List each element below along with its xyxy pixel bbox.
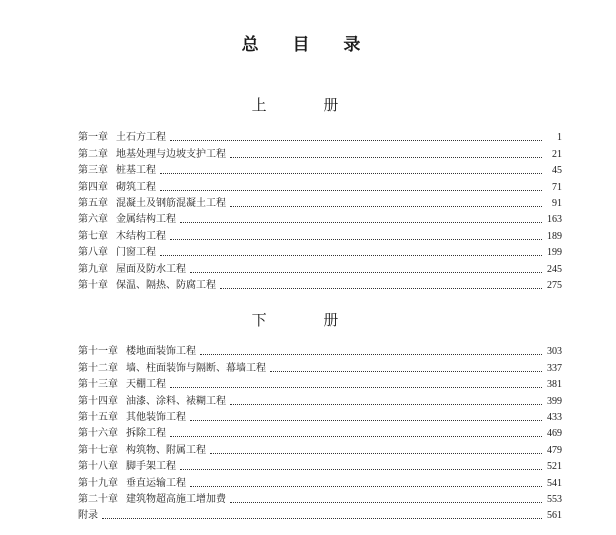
toc-chapter-title: 建筑物超高施工增加费 — [126, 493, 226, 505]
toc-entry — [78, 210, 562, 226]
toc-chapter-title: 其他装饰工程 — [126, 411, 186, 423]
lower-volume-toc — [78, 342, 562, 522]
upper-volume-heading: 上 册 — [251, 96, 365, 114]
dot-leader — [200, 353, 542, 355]
toc-entry — [78, 490, 562, 506]
toc-page-number: 337 — [547, 362, 562, 374]
toc-chapter-number: 第十二章 — [78, 362, 118, 374]
dot-leader — [170, 238, 542, 240]
dot-leader — [160, 189, 542, 191]
toc-chapter-number: 附录 — [78, 510, 98, 522]
toc-entry — [78, 457, 562, 473]
toc-chapter-number: 第十七章 — [78, 444, 118, 456]
upper-volume-toc — [78, 128, 562, 292]
toc-chapter-number: 第十四章 — [78, 395, 118, 407]
toc-chapter-number: 第九章 — [78, 263, 108, 275]
toc-page-number: 245 — [547, 263, 562, 275]
toc-chapter-title: 金属结构工程 — [116, 214, 176, 226]
toc-chapter-number: 第二章 — [78, 148, 108, 160]
toc-page-number: 521 — [547, 461, 562, 473]
toc-entry — [78, 276, 562, 292]
toc-page-number: 275 — [547, 279, 562, 291]
dot-leader — [220, 287, 542, 289]
toc-entry — [78, 144, 562, 160]
dot-leader — [270, 370, 542, 372]
toc-chapter-number: 第十五章 — [78, 411, 118, 423]
toc-chapter-number: 第十八章 — [78, 461, 118, 473]
toc-chapter-number: 第三章 — [78, 165, 108, 177]
dot-leader — [160, 254, 542, 256]
toc-chapter-title: 脚手架工程 — [126, 461, 176, 473]
toc-entry — [78, 473, 562, 489]
toc-chapter-number: 第一章 — [78, 132, 108, 144]
toc-entry — [78, 226, 562, 242]
toc-chapter-title: 油漆、涂料、裱糊工程 — [126, 395, 226, 407]
toc-chapter-number: 第十九章 — [78, 477, 118, 489]
toc-chapter-title: 构筑物、附属工程 — [126, 444, 206, 456]
dot-leader — [180, 468, 542, 470]
toc-entry — [78, 506, 562, 522]
toc-chapter-title: 垂直运输工程 — [126, 477, 186, 489]
toc-entry — [78, 358, 562, 374]
toc-entry — [78, 194, 562, 210]
lower-volume-heading: 下 册 — [251, 311, 365, 329]
dot-leader — [210, 452, 542, 454]
toc-chapter-number: 第十六章 — [78, 428, 118, 440]
toc-chapter-title: 桩基工程 — [116, 165, 156, 177]
toc-chapter-number: 第六章 — [78, 214, 108, 226]
toc-chapter-title: 木结构工程 — [116, 230, 166, 242]
toc-chapter-number: 第十三章 — [78, 379, 118, 391]
dot-leader — [230, 403, 542, 405]
toc-chapter-title: 天棚工程 — [126, 379, 166, 391]
toc-page-number: 71 — [552, 181, 562, 193]
toc-page-number: 381 — [547, 379, 562, 391]
toc-page-number: 189 — [547, 230, 562, 242]
toc-page-number: 199 — [547, 247, 562, 259]
dot-leader — [190, 485, 542, 487]
toc-page-number: 541 — [547, 477, 562, 489]
toc-chapter-title: 楼地面装饰工程 — [126, 346, 196, 358]
toc-chapter-title: 拆除工程 — [126, 428, 166, 440]
toc-chapter-number: 第八章 — [78, 247, 108, 259]
toc-entry — [78, 424, 562, 440]
dot-leader — [180, 221, 542, 223]
toc-entry — [78, 375, 562, 391]
toc-chapter-title: 门窗工程 — [116, 247, 156, 259]
toc-entry — [78, 408, 562, 424]
toc-page-number: 1 — [557, 132, 562, 144]
toc-page-number: 91 — [552, 197, 562, 209]
toc-entry — [78, 342, 562, 358]
toc-entry — [78, 391, 562, 407]
toc-entry — [78, 128, 562, 144]
toc-page-number: 303 — [547, 346, 562, 358]
toc-chapter-number: 第十一章 — [78, 346, 118, 358]
dot-leader — [102, 517, 542, 519]
dot-leader — [170, 386, 542, 388]
toc-entry — [78, 440, 562, 456]
toc-entry — [78, 177, 562, 193]
dot-leader — [190, 271, 542, 273]
toc-chapter-title: 屋面及防水工程 — [116, 263, 186, 275]
dot-leader — [230, 501, 542, 503]
toc-page-number: 553 — [547, 493, 562, 505]
toc-page-number: 469 — [547, 428, 562, 440]
toc-page-number: 45 — [552, 165, 562, 177]
toc-page-number: 479 — [547, 444, 562, 456]
dot-leader — [170, 435, 542, 437]
page-title: 总 目 录 — [241, 35, 375, 55]
toc-chapter-number: 第四章 — [78, 181, 108, 193]
toc-chapter-title: 土石方工程 — [116, 132, 166, 144]
toc-chapter-number: 第七章 — [78, 230, 108, 242]
toc-chapter-title: 砌筑工程 — [116, 181, 156, 193]
toc-chapter-title: 墙、柱面装饰与隔断、幕墙工程 — [126, 362, 266, 374]
toc-entry — [78, 259, 562, 275]
dot-leader — [160, 172, 542, 174]
toc-page-number: 561 — [547, 510, 562, 522]
toc-chapter-title: 混凝土及钢筋混凝土工程 — [116, 197, 226, 209]
toc-page-number: 399 — [547, 395, 562, 407]
toc-page-number: 163 — [547, 214, 562, 226]
dot-leader — [170, 139, 542, 141]
toc-page-number: 433 — [547, 411, 562, 423]
dot-leader — [190, 419, 542, 421]
toc-chapter-number: 第五章 — [78, 197, 108, 209]
toc-chapter-title: 保温、隔热、防腐工程 — [116, 279, 216, 291]
toc-page-number: 21 — [552, 148, 562, 160]
toc-entry — [78, 243, 562, 259]
toc-entry — [78, 161, 562, 177]
toc-chapter-number: 第二十章 — [78, 493, 118, 505]
toc-chapter-number: 第十章 — [78, 279, 108, 291]
toc-chapter-title: 地基处理与边坡支护工程 — [116, 148, 226, 160]
dot-leader — [230, 156, 542, 158]
dot-leader — [230, 205, 542, 207]
